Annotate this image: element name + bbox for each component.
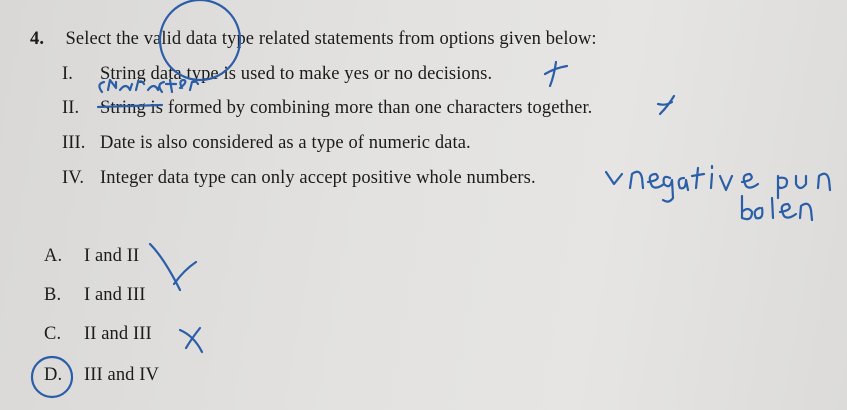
cross-mark-options-ab	[150, 244, 196, 290]
option-letter: B.	[44, 285, 62, 305]
statement-text: String data type is used to make yes or no decisions.	[100, 64, 493, 84]
cross-mark-option-c	[180, 328, 202, 352]
option-letter: C.	[44, 324, 62, 344]
statement-numeral: II.	[62, 98, 80, 118]
cross-mark-statement-1	[545, 62, 567, 86]
question-prompt: Select the valid data type related statements from options given below:	[65, 29, 597, 49]
handwriting-bolen	[742, 196, 812, 220]
statement-1	[62, 63, 492, 85]
tick-mark-statement-4	[606, 172, 622, 184]
statement-text: Date is also considered as a type of numeric data.	[100, 133, 471, 153]
option-c[interactable]	[44, 323, 152, 345]
option-text: I and II	[84, 246, 140, 266]
option-a[interactable]	[44, 245, 139, 267]
option-d[interactable]	[44, 364, 159, 386]
handwriting-negative-pun	[630, 166, 830, 202]
option-b[interactable]	[44, 284, 146, 306]
statement-numeral: I.	[62, 64, 73, 84]
statement-text: String is formed by combining more than one characters together.	[100, 98, 593, 118]
option-letter: D.	[44, 365, 63, 385]
option-text: III and IV	[84, 365, 159, 385]
option-text: II and III	[84, 324, 152, 344]
statement-text: Integer data type can only accept positive whole numbers.	[100, 168, 536, 188]
statement-4	[62, 167, 536, 189]
question-line	[30, 28, 597, 50]
option-letter: A.	[44, 246, 63, 266]
statement-2	[62, 97, 592, 119]
statement-numeral: III.	[62, 133, 86, 153]
question-number: 4.	[30, 29, 45, 49]
cross-mark-statement-2	[658, 96, 674, 114]
option-text: I and III	[84, 285, 146, 305]
statement-3	[62, 132, 471, 154]
statement-numeral: IV.	[62, 168, 85, 188]
